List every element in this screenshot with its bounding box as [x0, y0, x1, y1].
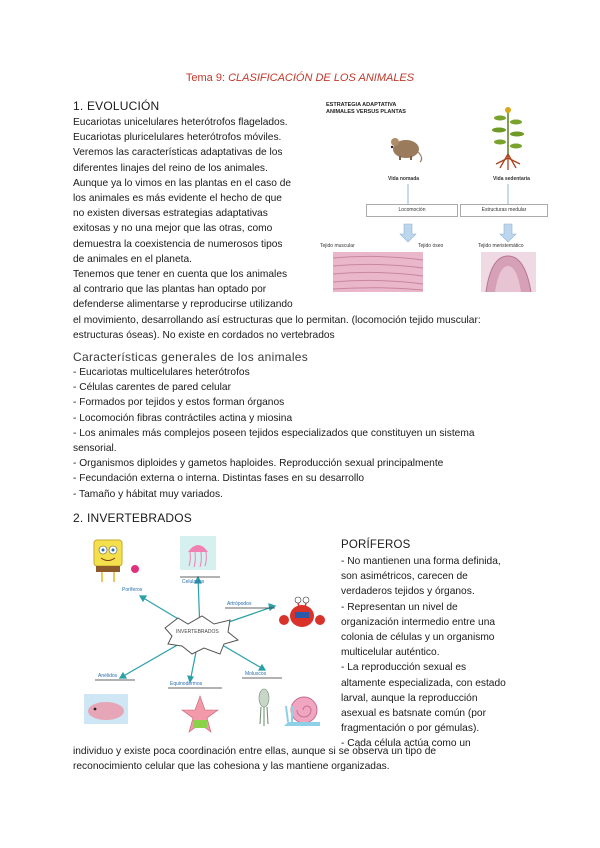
text-line: - La reproducción sexual es: [341, 662, 467, 674]
map-label-anelidos: Anélidos: [98, 673, 118, 679]
text-line: los animales es más evidente el hecho de que: [73, 193, 282, 205]
characteristics-list: [73, 365, 475, 502]
list-item: - Los animales más complejos poseen tejidos especializados que constituyen un sistema: [73, 427, 475, 439]
text-line: verdaderos tejidos y órganos.: [341, 586, 475, 598]
text-line: de animales en el planeta.: [73, 253, 192, 265]
jellyfish-icon: [180, 536, 216, 570]
text-line: diferentes linajes del reino de los animales.: [73, 162, 268, 174]
poriferos-text-wide: [73, 744, 436, 774]
section-heading-invertebrados: 2. INVERTEBRADOS: [73, 511, 193, 525]
text-line: Eucariotas pluricelulares heterótrofos móviles.: [73, 132, 282, 144]
text-line: son asimétricos, carecen de: [341, 571, 468, 583]
label-vida-nomada: Vida nomada: [388, 176, 420, 182]
text-line: - Cada célula actúa como un: [341, 738, 471, 750]
text-line: exitosas y no una mejor que las otras, como: [73, 223, 273, 235]
map-label-celulados: Celulados: [182, 579, 205, 585]
label-tejido-muscular: Tejido muscular: [320, 243, 355, 249]
sponge-icon: [88, 538, 128, 586]
muscle-tissue-image: [333, 252, 423, 292]
text-line: defenderse alimentarse y reproducirse utilizando: [73, 299, 293, 311]
characteristics-heading: Características generales de los animales: [73, 350, 309, 364]
title-prefix: Tema 9:: [185, 72, 229, 84]
map-label-moluscos: Moluscos: [245, 671, 267, 677]
map-label-artropodos: Artrópodos: [227, 601, 252, 607]
map-label-poriferos: Poríferos: [122, 587, 143, 593]
text-line: demuestra la coexistencia de numerosos tipos: [73, 238, 283, 250]
text-line: no existen diversas estrategias adaptativas: [73, 208, 268, 220]
snail-icon: [280, 692, 324, 732]
poriferos-text: [341, 554, 506, 752]
squid-icon: [256, 688, 272, 728]
plant-icon: [488, 104, 528, 172]
text-line: colonia de células y un organismo: [341, 632, 495, 644]
section-heading-evolucion: 1. EVOLUCIÓN: [73, 99, 160, 113]
page-title: [0, 72, 600, 84]
text-line: Tenemos que tener en cuenta que los animales: [73, 269, 288, 281]
text-line: - No mantienen una forma definida,: [341, 556, 501, 567]
list-item: - Eucariotas multicelulares heterótrofos: [73, 367, 250, 378]
text-line: - Representan un nivel de: [341, 601, 458, 613]
map-center-label: INVERTEBRADOS: [176, 629, 219, 635]
starfish-icon: [180, 692, 220, 740]
ball-icon: [130, 564, 140, 574]
text-line: Aunque ya lo vimos en las plantas en el caso de: [73, 177, 292, 189]
text-line: altamente especializada, con estado: [341, 677, 506, 689]
text-line: Eucariotas unicelulares heterótrofos flagelados.: [73, 117, 288, 128]
list-item: - Células carentes de pared celular: [73, 382, 231, 394]
box-locomocion: Locomoción: [366, 204, 458, 217]
label-tejido-meristematico: Tejido meristemático: [478, 243, 524, 249]
text-line: estructuras óseas). No existe en cordados no vertebrados: [73, 329, 335, 341]
mouse-icon: [386, 130, 426, 164]
title-topic: CLASIFICACIÓN DE LOS ANIMALES: [228, 72, 415, 84]
list-item: - Organismos diploides y gametos haploides. Reproducción sexual principalmente: [73, 458, 444, 470]
list-item: - Tamaño y hábitat muy variados.: [73, 488, 223, 500]
list-item: - Locomoción fibras contráctiles actina y miosina: [73, 412, 293, 424]
worm-icon: [84, 694, 128, 724]
label-tejido-oseo: Tejido óseo: [418, 243, 444, 249]
list-item: sensorial.: [73, 443, 117, 455]
meristem-tissue-image: [481, 252, 536, 292]
text-line: organización intermedio entre una: [341, 616, 496, 628]
figure-strategy-animals-plants: [318, 100, 548, 295]
list-item: - Formados por tejidos y estos forman órganos: [73, 397, 285, 409]
text-line: fragmentación o por gémulas).: [341, 723, 480, 735]
text-line: al contrario que las plantas han optado por: [73, 284, 267, 296]
map-label-equinodermos: Equinodermos: [170, 681, 203, 687]
text-line: multicelular auténtico.: [341, 647, 440, 659]
poriferos-heading: PORÍFEROS: [341, 539, 411, 551]
text-line: asexual es batsnate común (por: [341, 708, 486, 720]
text-line: individuo y existe poca coordinación entre ellas, aunque si se observa un tipo de: [73, 746, 437, 757]
figure-title-line2: ANIMALES VERSUS PLANTAS: [326, 109, 406, 115]
text-line: larval, aunque la reproducción: [341, 692, 478, 704]
figure-invertebrates-map: [80, 532, 335, 742]
crab-icon: [278, 590, 326, 634]
text-line: reconocimiento celular que las cohesiona y las mantiene organizadas.: [73, 761, 390, 773]
text-line: el movimiento, desarrollando así estructuras que lo permitan. (locomoción tejido muscular:: [73, 314, 481, 326]
figure-title-line1: ESTRATEGIA ADAPTATIVA: [326, 102, 397, 108]
list-item: - Fecundación externa o interna. Distintas fases en su desarrollo: [73, 473, 365, 485]
label-vida-sedentaria: Vida sedentaria: [493, 176, 530, 182]
text-line: Veremos las características adaptativas de los: [73, 147, 283, 159]
box-estructuras: Estructuras medular: [460, 204, 548, 217]
